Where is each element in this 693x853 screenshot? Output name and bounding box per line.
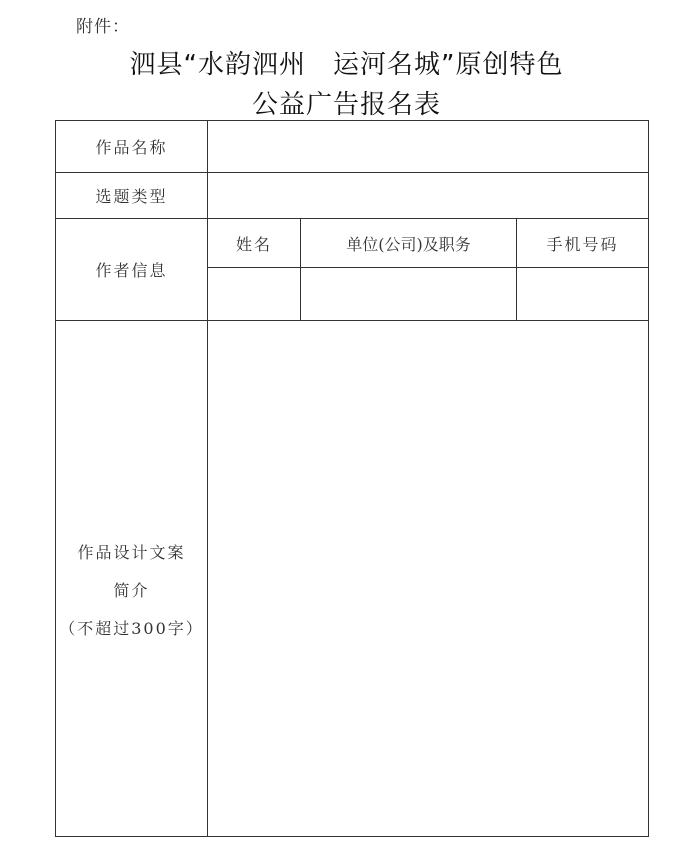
registration-form-table bbox=[55, 120, 649, 837]
intro-label-line3: （不超过300字） bbox=[59, 618, 204, 638]
form-title-line1: 泗县“水韵泗州 运河名城”原创特色 bbox=[129, 50, 564, 80]
watermark-smudge bbox=[540, 800, 640, 830]
intro-row bbox=[56, 321, 649, 837]
author-phone-header: 手机号码 bbox=[517, 219, 649, 268]
intro-label-line1: 作品设计文案 bbox=[77, 542, 186, 562]
form-title-line2: 公益广告报名表 bbox=[251, 90, 441, 120]
intro-label-line2: 简介 bbox=[113, 580, 150, 600]
attachment-label: 附件： bbox=[76, 17, 130, 37]
work-name-label: 作品名称 bbox=[56, 121, 208, 173]
author-unit-position-header: 单位(公司)及职务 bbox=[301, 219, 517, 268]
topic-type-field[interactable] bbox=[208, 173, 649, 219]
author-phone-field[interactable] bbox=[517, 268, 649, 321]
author-name-header: 姓名 bbox=[208, 219, 301, 268]
topic-type-row bbox=[56, 173, 649, 219]
topic-type-label: 选题类型 bbox=[56, 173, 208, 219]
intro-label bbox=[56, 321, 208, 837]
author-info-label: 作者信息 bbox=[56, 219, 208, 321]
author-unit-position-field[interactable] bbox=[301, 268, 517, 321]
author-name-field[interactable] bbox=[208, 268, 301, 321]
author-header-row bbox=[56, 219, 649, 268]
work-name-row bbox=[56, 121, 649, 173]
work-name-field[interactable] bbox=[208, 121, 649, 173]
intro-field[interactable] bbox=[208, 321, 649, 837]
